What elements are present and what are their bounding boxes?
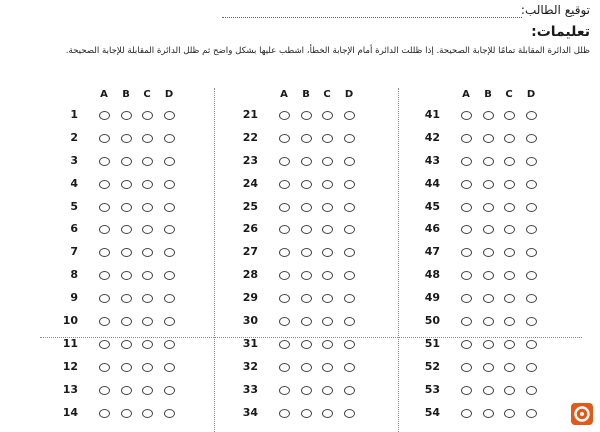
question-number: 5 xyxy=(70,199,78,213)
answer-bubble-a[interactable] xyxy=(99,294,110,303)
answer-bubble-c[interactable] xyxy=(142,134,153,143)
question-row xyxy=(230,196,370,219)
question-row xyxy=(412,173,552,196)
answer-bubble-b[interactable] xyxy=(301,340,312,349)
answer-bubble-c[interactable] xyxy=(504,340,515,349)
question-row xyxy=(230,356,370,379)
answer-bubble-a[interactable] xyxy=(461,111,472,120)
answer-bubble-b[interactable] xyxy=(301,180,312,189)
answer-bubble-a[interactable] xyxy=(99,203,110,212)
answer-bubble-a[interactable] xyxy=(99,180,110,189)
question-number: 8 xyxy=(70,268,78,282)
question-row xyxy=(230,287,370,310)
option-header-a: A xyxy=(462,89,470,100)
answer-bubble-c[interactable] xyxy=(142,225,153,234)
question-number: 27 xyxy=(242,245,258,259)
question-row xyxy=(412,127,552,150)
question-number: 21 xyxy=(242,108,258,121)
question-number: 23 xyxy=(242,153,258,167)
answer-bubble-b[interactable] xyxy=(121,340,132,349)
question-number: 3 xyxy=(70,153,78,167)
answer-bubble-c[interactable] xyxy=(142,111,153,120)
answer-column-1 xyxy=(50,88,190,424)
answer-bubble-a[interactable] xyxy=(279,180,290,189)
answer-bubble-c[interactable] xyxy=(504,317,515,326)
answer-bubble-a[interactable] xyxy=(99,134,110,143)
option-header-c: C xyxy=(505,89,513,100)
answer-bubble-a[interactable] xyxy=(99,225,110,234)
answer-bubble-c[interactable] xyxy=(504,294,515,303)
answer-bubble-c[interactable] xyxy=(142,340,153,349)
question-number: 28 xyxy=(242,268,258,282)
answer-bubble-c[interactable] xyxy=(504,134,515,143)
answer-bubble-b[interactable] xyxy=(121,317,132,326)
answer-bubble-c[interactable] xyxy=(504,386,515,395)
answer-bubble-c[interactable] xyxy=(322,248,333,257)
question-number: 49 xyxy=(424,291,440,305)
answer-bubble-d[interactable] xyxy=(526,363,537,372)
answer-bubble-b[interactable] xyxy=(301,386,312,395)
question-row xyxy=(230,150,370,173)
answer-bubble-b[interactable] xyxy=(483,180,494,189)
answer-bubble-d[interactable] xyxy=(164,111,175,120)
question-row xyxy=(412,402,552,425)
answer-bubble-a[interactable] xyxy=(279,225,290,234)
answer-bubble-c[interactable] xyxy=(504,203,515,212)
answer-bubble-a[interactable] xyxy=(279,409,290,418)
answer-bubble-d[interactable] xyxy=(526,409,537,418)
answer-bubble-d[interactable] xyxy=(164,157,175,166)
answer-bubble-b[interactable] xyxy=(301,294,312,303)
answer-bubble-d[interactable] xyxy=(526,157,537,166)
question-row xyxy=(230,104,370,127)
answer-bubble-a[interactable] xyxy=(279,363,290,372)
answer-bubble-b[interactable] xyxy=(301,111,312,120)
answer-bubble-d[interactable] xyxy=(344,134,355,143)
answer-bubble-b[interactable] xyxy=(483,111,494,120)
question-number: 50 xyxy=(424,314,440,328)
answer-bubble-a[interactable] xyxy=(99,157,110,166)
answer-bubble-d[interactable] xyxy=(526,386,537,395)
answer-bubble-b[interactable] xyxy=(483,271,494,280)
question-row xyxy=(50,264,190,287)
answer-bubble-d[interactable] xyxy=(344,317,355,326)
answer-bubble-d[interactable] xyxy=(344,157,355,166)
question-row xyxy=(50,310,190,333)
answer-bubble-c[interactable] xyxy=(504,409,515,418)
answer-bubble-b[interactable] xyxy=(121,180,132,189)
question-row xyxy=(412,196,552,219)
question-row xyxy=(50,104,190,127)
answer-bubble-c[interactable] xyxy=(322,294,333,303)
answer-bubble-c[interactable] xyxy=(504,180,515,189)
answer-bubble-a[interactable] xyxy=(461,157,472,166)
options-header xyxy=(412,88,552,104)
question-number: 11 xyxy=(62,336,78,350)
question-row xyxy=(230,379,370,402)
question-number: 22 xyxy=(242,130,258,144)
answer-bubble-b[interactable] xyxy=(301,317,312,326)
answer-bubble-c[interactable] xyxy=(322,271,333,280)
answer-bubble-a[interactable] xyxy=(461,248,472,257)
answer-bubble-c[interactable] xyxy=(504,271,515,280)
question-row xyxy=(412,264,552,287)
answer-bubble-c[interactable] xyxy=(142,271,153,280)
answer-bubble-d[interactable] xyxy=(526,248,537,257)
answer-bubble-d[interactable] xyxy=(164,248,175,257)
options-header xyxy=(50,88,190,104)
answer-bubble-d[interactable] xyxy=(344,363,355,372)
answer-bubble-b[interactable] xyxy=(301,203,312,212)
answer-bubble-a[interactable] xyxy=(99,317,110,326)
question-row xyxy=(230,218,370,241)
answer-bubble-b[interactable] xyxy=(121,271,132,280)
answer-bubble-b[interactable] xyxy=(121,157,132,166)
answer-bubble-d[interactable] xyxy=(344,340,355,349)
answer-bubble-a[interactable] xyxy=(461,386,472,395)
answer-bubble-a[interactable] xyxy=(279,317,290,326)
answer-bubble-b[interactable] xyxy=(301,157,312,166)
answer-bubble-b[interactable] xyxy=(483,203,494,212)
answer-bubble-d[interactable] xyxy=(344,225,355,234)
answer-bubble-b[interactable] xyxy=(121,225,132,234)
answer-bubble-b[interactable] xyxy=(483,294,494,303)
answer-bubble-c[interactable] xyxy=(142,157,153,166)
answer-bubble-d[interactable] xyxy=(344,409,355,418)
options-header xyxy=(230,88,370,104)
answer-bubble-c[interactable] xyxy=(322,203,333,212)
option-header-c: C xyxy=(323,89,331,100)
answer-bubble-d[interactable] xyxy=(164,180,175,189)
answer-bubble-c[interactable] xyxy=(322,180,333,189)
answer-bubble-c[interactable] xyxy=(322,111,333,120)
answer-bubble-b[interactable] xyxy=(121,386,132,395)
answer-bubble-b[interactable] xyxy=(483,409,494,418)
answer-bubble-c[interactable] xyxy=(322,157,333,166)
answer-bubble-d[interactable] xyxy=(526,134,537,143)
answer-bubble-a[interactable] xyxy=(461,134,472,143)
answer-bubble-d[interactable] xyxy=(344,203,355,212)
answer-bubble-a[interactable] xyxy=(99,386,110,395)
question-number: 30 xyxy=(242,314,258,328)
question-number: 46 xyxy=(424,222,440,236)
publisher-logo-icon xyxy=(570,402,594,426)
question-row xyxy=(230,402,370,425)
question-row xyxy=(50,356,190,379)
answer-bubble-d[interactable] xyxy=(344,271,355,280)
answer-bubble-d[interactable] xyxy=(526,317,537,326)
question-row xyxy=(230,333,370,356)
instructions-title: تعليمات: xyxy=(531,24,590,40)
question-number: 26 xyxy=(242,222,258,236)
question-number: 2 xyxy=(70,130,78,144)
answer-bubble-b[interactable] xyxy=(483,363,494,372)
instructions-text: ظلل الدائرة المقابلة تمامًا للإجابة الصحيحة. إذا ظللت الدائرة أمام الإجابة الخطأ، اشطب عليها بشكل واضح ثم ظلل الدائرة المقابلة للإجابة الصحيحة. xyxy=(65,46,590,56)
answer-bubble-c[interactable] xyxy=(142,409,153,418)
answer-bubble-a[interactable] xyxy=(279,340,290,349)
question-row xyxy=(230,241,370,264)
answer-bubble-c[interactable] xyxy=(504,157,515,166)
answer-bubble-d[interactable] xyxy=(164,317,175,326)
answer-bubble-d[interactable] xyxy=(164,294,175,303)
answer-bubble-c[interactable] xyxy=(322,134,333,143)
question-number: 34 xyxy=(242,405,258,419)
answer-bubble-c[interactable] xyxy=(142,294,153,303)
question-row xyxy=(230,264,370,287)
answer-bubble-c[interactable] xyxy=(142,180,153,189)
answer-bubble-d[interactable] xyxy=(164,409,175,418)
answer-bubble-b[interactable] xyxy=(121,134,132,143)
question-row xyxy=(50,402,190,425)
option-header-a: A xyxy=(280,89,288,100)
question-number: 53 xyxy=(424,382,440,396)
answer-bubble-a[interactable] xyxy=(99,248,110,257)
answer-bubble-b[interactable] xyxy=(121,248,132,257)
question-row xyxy=(412,241,552,264)
question-row xyxy=(230,310,370,333)
option-header-d: D xyxy=(344,89,354,100)
answer-bubble-c[interactable] xyxy=(504,111,515,120)
option-header-b: B xyxy=(122,89,130,100)
answer-bubble-d[interactable] xyxy=(164,363,175,372)
answer-bubble-d[interactable] xyxy=(164,225,175,234)
question-number: 1 xyxy=(70,108,78,121)
answer-bubble-a[interactable] xyxy=(279,157,290,166)
answer-bubble-b[interactable] xyxy=(301,409,312,418)
question-row xyxy=(412,333,552,356)
question-number: 31 xyxy=(242,336,258,350)
answer-bubble-b[interactable] xyxy=(483,157,494,166)
answer-bubble-c[interactable] xyxy=(322,340,333,349)
question-number: 10 xyxy=(62,314,78,328)
question-number: 4 xyxy=(70,176,78,190)
answer-bubble-a[interactable] xyxy=(461,271,472,280)
option-header-d: D xyxy=(526,89,536,100)
answer-bubble-c[interactable] xyxy=(142,363,153,372)
question-number: 48 xyxy=(424,268,440,282)
question-number: 45 xyxy=(424,199,440,213)
answer-bubble-b[interactable] xyxy=(301,134,312,143)
question-row xyxy=(412,150,552,173)
question-row xyxy=(50,196,190,219)
answer-bubble-b[interactable] xyxy=(301,225,312,234)
question-row xyxy=(412,356,552,379)
answer-bubble-a[interactable] xyxy=(279,386,290,395)
answer-bubble-d[interactable] xyxy=(164,134,175,143)
question-row xyxy=(230,173,370,196)
option-header-a: A xyxy=(100,89,108,100)
answer-bubble-b[interactable] xyxy=(121,203,132,212)
answer-bubble-d[interactable] xyxy=(164,340,175,349)
question-row xyxy=(412,310,552,333)
answer-bubble-b[interactable] xyxy=(301,363,312,372)
answer-bubble-d[interactable] xyxy=(526,271,537,280)
answer-bubble-c[interactable] xyxy=(142,317,153,326)
column-divider xyxy=(214,88,215,432)
option-header-d: D xyxy=(164,89,174,100)
answer-bubble-a[interactable] xyxy=(99,409,110,418)
answer-bubble-a[interactable] xyxy=(99,363,110,372)
question-number: 12 xyxy=(62,359,78,373)
answer-bubble-a[interactable] xyxy=(461,203,472,212)
question-row xyxy=(50,241,190,264)
answer-bubble-a[interactable] xyxy=(279,134,290,143)
question-row xyxy=(50,150,190,173)
question-number: 6 xyxy=(70,222,78,236)
answer-bubble-d[interactable] xyxy=(164,271,175,280)
answer-bubble-b[interactable] xyxy=(121,111,132,120)
answer-bubble-b[interactable] xyxy=(483,248,494,257)
answer-bubble-a[interactable] xyxy=(461,340,472,349)
answer-bubble-d[interactable] xyxy=(526,111,537,120)
answer-bubble-b[interactable] xyxy=(483,134,494,143)
answer-bubble-d[interactable] xyxy=(344,111,355,120)
answer-bubble-d[interactable] xyxy=(526,294,537,303)
answer-bubble-d[interactable] xyxy=(526,340,537,349)
question-row xyxy=(412,379,552,402)
answer-bubble-c[interactable] xyxy=(504,248,515,257)
question-row xyxy=(412,287,552,310)
answer-bubble-b[interactable] xyxy=(121,363,132,372)
answer-bubble-d[interactable] xyxy=(526,180,537,189)
question-number: 24 xyxy=(242,176,258,190)
answer-bubble-a[interactable] xyxy=(461,409,472,418)
question-row xyxy=(412,104,552,127)
answer-bubble-b[interactable] xyxy=(483,386,494,395)
question-number: 52 xyxy=(424,359,440,373)
answer-bubble-d[interactable] xyxy=(526,225,537,234)
question-number: 43 xyxy=(424,153,440,167)
option-header-b: B xyxy=(302,89,310,100)
question-number: 29 xyxy=(242,291,258,305)
answer-bubble-a[interactable] xyxy=(99,111,110,120)
answer-bubble-c[interactable] xyxy=(322,317,333,326)
question-number: 44 xyxy=(424,176,440,190)
answer-bubble-a[interactable] xyxy=(279,111,290,120)
question-number: 51 xyxy=(424,336,440,350)
answer-bubble-c[interactable] xyxy=(142,203,153,212)
question-row xyxy=(50,218,190,241)
answer-bubble-a[interactable] xyxy=(99,271,110,280)
option-header-c: C xyxy=(143,89,151,100)
answer-bubble-b[interactable] xyxy=(301,248,312,257)
answer-bubble-b[interactable] xyxy=(483,317,494,326)
answer-bubble-a[interactable] xyxy=(461,317,472,326)
question-number: 54 xyxy=(424,405,440,419)
answer-bubble-a[interactable] xyxy=(279,271,290,280)
answer-bubble-d[interactable] xyxy=(164,386,175,395)
answer-bubble-a[interactable] xyxy=(461,294,472,303)
answer-bubble-d[interactable] xyxy=(526,203,537,212)
column-divider xyxy=(398,88,399,432)
question-number: 42 xyxy=(424,130,440,144)
answer-column-3 xyxy=(412,88,552,424)
question-row xyxy=(50,127,190,150)
answer-bubble-a[interactable] xyxy=(461,180,472,189)
question-number: 41 xyxy=(424,108,440,121)
question-row xyxy=(50,333,190,356)
question-row xyxy=(50,287,190,310)
answer-bubble-a[interactable] xyxy=(279,294,290,303)
answer-bubble-b[interactable] xyxy=(301,271,312,280)
question-number: 13 xyxy=(62,382,78,396)
question-number: 14 xyxy=(62,405,78,419)
answer-bubble-b[interactable] xyxy=(121,409,132,418)
answer-bubble-d[interactable] xyxy=(344,294,355,303)
answer-bubble-c[interactable] xyxy=(142,386,153,395)
question-row xyxy=(412,218,552,241)
student-signature-label: توقيع الطالب: xyxy=(520,3,590,17)
question-row xyxy=(230,127,370,150)
answer-bubble-c[interactable] xyxy=(504,225,515,234)
question-number: 7 xyxy=(70,245,78,259)
answer-bubble-a[interactable] xyxy=(461,225,472,234)
question-number: 33 xyxy=(242,382,258,396)
question-row xyxy=(50,379,190,402)
signature-line[interactable] xyxy=(222,17,522,18)
question-number: 25 xyxy=(242,199,258,213)
answer-bubble-d[interactable] xyxy=(344,386,355,395)
answer-bubble-c[interactable] xyxy=(322,386,333,395)
answer-bubble-d[interactable] xyxy=(164,203,175,212)
answer-bubble-a[interactable] xyxy=(279,248,290,257)
question-number: 47 xyxy=(424,245,440,259)
answer-bubble-c[interactable] xyxy=(322,363,333,372)
answer-bubble-a[interactable] xyxy=(99,340,110,349)
answer-bubble-a[interactable] xyxy=(279,203,290,212)
answer-bubble-d[interactable] xyxy=(344,180,355,189)
option-header-b: B xyxy=(484,89,492,100)
question-number: 32 xyxy=(242,359,258,373)
question-row xyxy=(50,173,190,196)
answer-column-2 xyxy=(230,88,370,424)
answer-bubble-d[interactable] xyxy=(344,248,355,257)
answer-bubble-c[interactable] xyxy=(142,248,153,257)
answer-bubble-b[interactable] xyxy=(483,340,494,349)
answer-bubble-c[interactable] xyxy=(322,409,333,418)
answer-bubble-c[interactable] xyxy=(322,225,333,234)
answer-bubble-a[interactable] xyxy=(461,363,472,372)
answer-bubble-b[interactable] xyxy=(483,225,494,234)
question-number: 9 xyxy=(70,291,78,305)
answer-bubble-c[interactable] xyxy=(504,363,515,372)
answer-bubble-b[interactable] xyxy=(121,294,132,303)
